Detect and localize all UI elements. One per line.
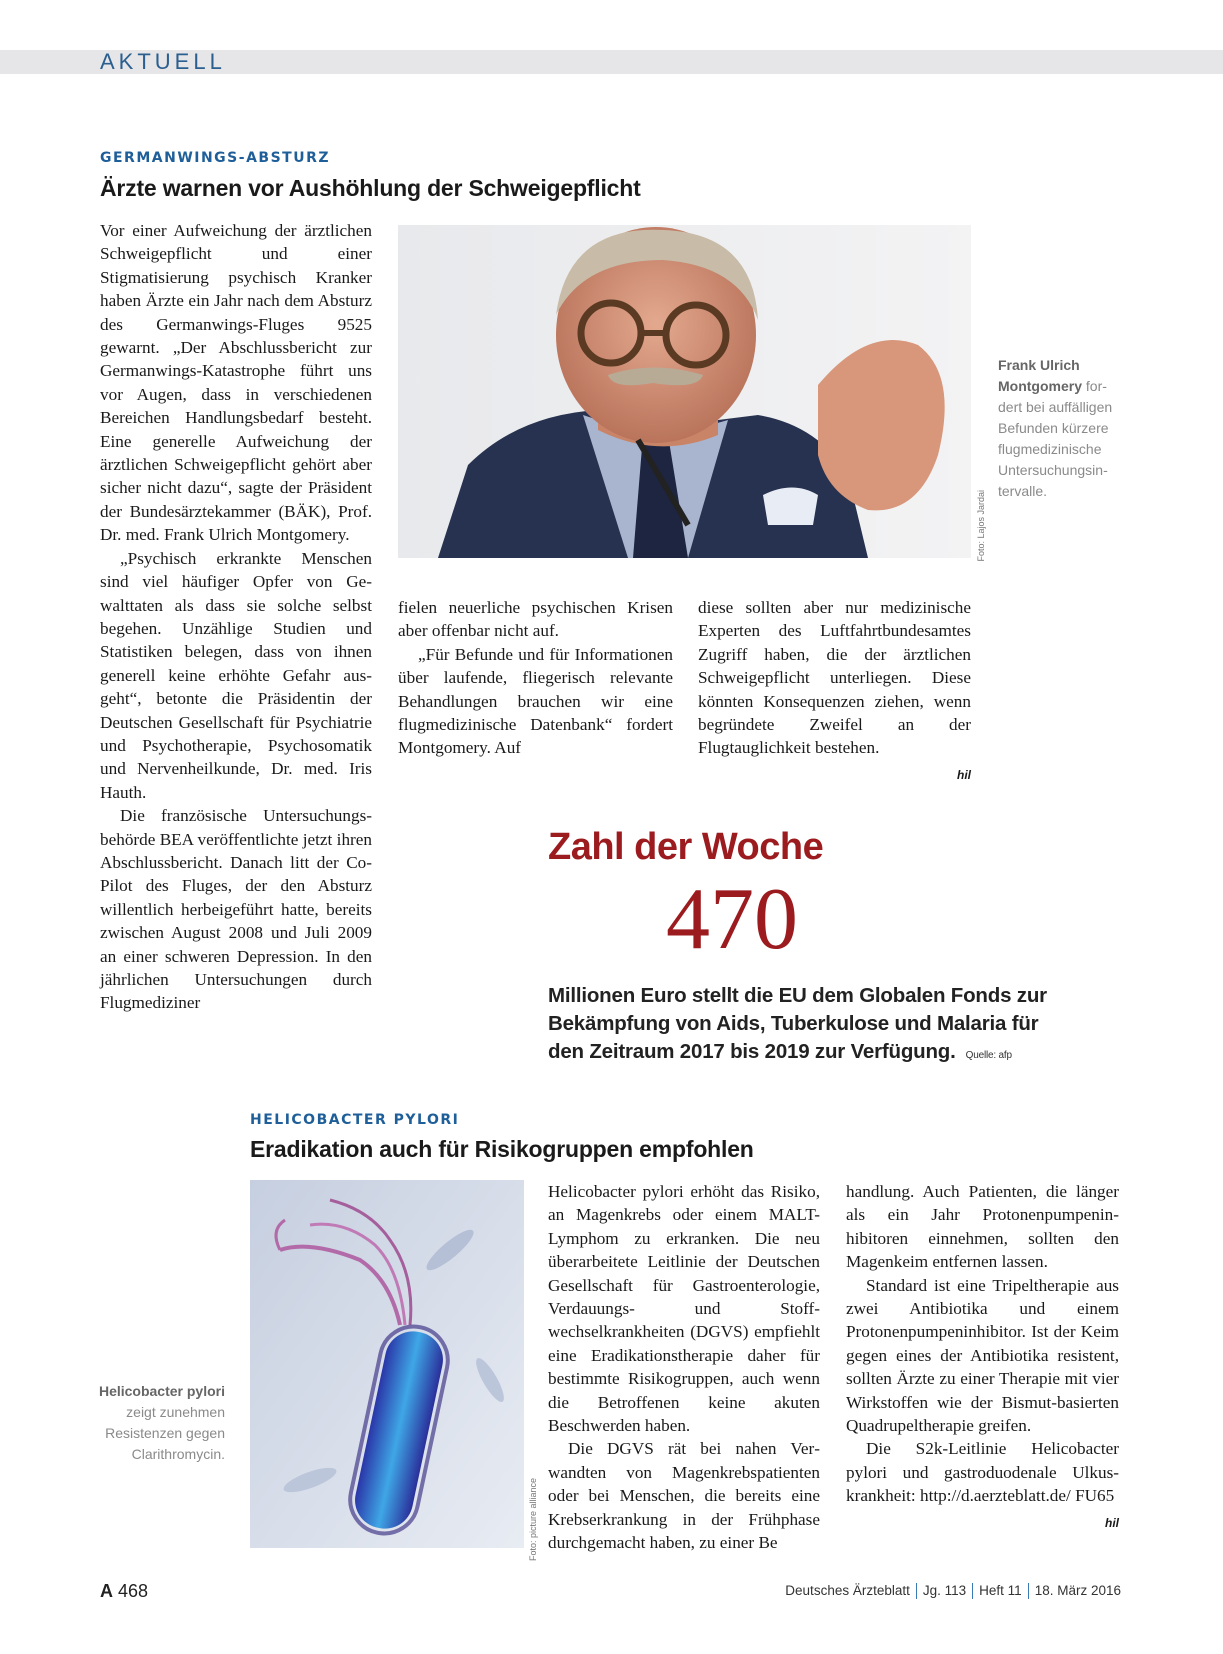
paragraph: fielen neuerliche psychischen Krisen aber offenbar nicht auf. xyxy=(398,598,673,641)
paragraph: Die französische Untersuchungsbehörde BEA veröffentlichte jetzt ihren Abschlussbericht. Danach litt der Co-Pilot des Fluges, der den Absturz willentlich herbeigeführt hatte, bereits zwischen August 2008 und Juli 2009 an einer schweren Depression. In den jährlichen Untersuchungen durch Flugmediziner xyxy=(100,806,372,1013)
article2-headline: Eradikation auch für Risikogruppen empfohlen xyxy=(250,1136,754,1162)
article1-column-3 xyxy=(698,596,971,787)
helicobacter-image xyxy=(250,1180,524,1548)
issue: Heft 11 xyxy=(979,1583,1022,1598)
paragraph: Die S2k-Leitlinie Helicobacter pylori und gastroduodenale Ulkuskrankheit: http://d.aerzteblatt.de/ FU65 xyxy=(846,1439,1119,1506)
issue-date: 18. März 2016 xyxy=(1034,1583,1121,1598)
portrait-image xyxy=(398,225,971,558)
montgomery-photo xyxy=(398,225,971,558)
zahl-der-woche-description: Millionen Euro stellt die EU dem Globalen Fonds zur Bekämpfung von Aids, Tuberkulose und Malaria für den Zeitraum 2017 bis 2019 zur Verfügung. xyxy=(548,984,1047,1063)
article1-column-2 xyxy=(398,596,673,760)
article2-column-1 xyxy=(548,1180,820,1555)
page-number xyxy=(100,1581,148,1602)
paragraph: Standard ist eine Tripeltherapie aus zwei Antibiotika und einem Protonenpumpeninhibitor. Ist der Keim gegen eines der Antibiotika resistent, sollten Ärzte zu einer Therapie mit vier Wirkstoffen wie der Bismut-basierten Quadrupeltherapie greifen. xyxy=(846,1275,1119,1436)
article1-photo-caption xyxy=(998,355,1123,502)
article1-signature: hil xyxy=(957,767,971,782)
paragraph: „Für Befunde und für Informationen über laufende, fliegerisch relevante Behandlungen brauchen wir eine flugmedizinische Datenbank“ fordert Montgomery. Auf xyxy=(398,644,673,758)
paragraph: diese sollten aber nur medizinische Experten des Luftfahrtbundesamtes Zugriff haben, die der ärztlichen Schweigepflicht unterliegen. Diese könnten Konsequenzen ziehen, wenn begründete Zweifel an der Flugtauglichkeit bestehen. xyxy=(698,598,971,758)
paragraph: handlung. Auch Patienten, die länger als ein Jahr Protonenpumpeninhibitoren einnehmen, sollten den Magenkeim entfernen lassen. xyxy=(846,1182,1119,1272)
footer-info xyxy=(785,1583,1121,1599)
article2-signature: hil xyxy=(1105,1515,1119,1530)
zahl-der-woche-number: 470 xyxy=(666,871,798,968)
article2-photo-caption xyxy=(95,1381,225,1465)
page-prefix: A xyxy=(100,1581,113,1601)
separator xyxy=(1028,1583,1029,1599)
article2-column-2 xyxy=(846,1180,1119,1535)
caption-name: Helicobacter pylori xyxy=(98,1383,225,1399)
zahl-der-woche-text xyxy=(548,982,1068,1070)
article1-headline: Ärzte warnen vor Aushöhlung der Schweigepflicht xyxy=(100,175,641,201)
paragraph: „Psychisch erkrankte Menschen sind viel häufiger Opfer von Gewalttaten als dass sie solche selbst begehen. Unzählige Studien und Statistiken belegen, dass von ihnen generell keine erhöhte Gefahr ausgeht“, betonte die Präsidentin der Deutschen Gesellschaft für Psychiatrie und Psychotherapie, Psychosomatik und Nervenheilkunde, Dr. med. Iris Hauth. xyxy=(100,548,372,802)
volume: Jg. 113 xyxy=(922,1583,967,1598)
caption-text: zeigt zunehmen Resistenzen gegen Clarithromycin. xyxy=(105,1404,225,1462)
article1-photo-credit: Foto: Lajos Jardai xyxy=(976,490,986,562)
article2-photo-credit: Foto: picture alliance xyxy=(528,1478,538,1562)
bacterium-image xyxy=(250,1180,524,1548)
zahl-der-woche-title: Zahl der Woche xyxy=(548,826,824,868)
caption-name: Frank Ulrich Montgomery xyxy=(998,357,1082,394)
paragraph: Helicobacter pylori erhöht das Risiko, an Magenkrebs oder einem MALT-Lymphom zu erkranken. Die neu überarbeitete Leitlinie der Deutschen Gesellschaft für Gastroenterologie, Verdauungs- und Stoffwechselkrankheiten (DGVS) empfiehlt eine Eradikationstherapie daher für bestimmte Risikogruppen, auch wenn die Betroffenen keine akuten Beschwerden haben. xyxy=(548,1182,820,1436)
paragraph: Die DGVS rät bei nahen Verwandten von Magenkrebspatienten oder bei Menschen, die bereits eine Krebserkrankung in der Frühphase durchgemacht haben, zu einer Be xyxy=(548,1439,820,1553)
caption-text: fordert bei auffälligen Befunden kürzere flugmedizinische Untersuchungsintervalle. xyxy=(998,378,1113,499)
article1-kicker: GERMANWINGS-ABSTURZ xyxy=(100,150,331,166)
zahl-der-woche-source: Quelle: afp xyxy=(965,1050,1012,1061)
article1-column-1 xyxy=(100,219,372,1015)
section-label: AKTUELL xyxy=(100,49,226,74)
journal-name: Deutsches Ärzteblatt xyxy=(785,1583,910,1598)
separator xyxy=(916,1583,917,1599)
page-number-value: 468 xyxy=(118,1581,149,1601)
separator xyxy=(972,1583,973,1599)
paragraph: Vor einer Aufweichung der ärztlichen Schweigepflicht und einer Stigmatisierung psychisch Kranker haben Ärzte ein Jahr nach dem Absturz des Germanwings-Fluges 9525 gewarnt. „Der Abschlussbericht zur Germanwings-Katastrophe führt uns vor Augen, dass in verschiedenen Bereichen Handlungsbedarf besteht. Eine generelle Aufweichung der ärztlichen Schweigepflicht gehört aber sicher nicht dazu“, sagte der Präsident der Bundesärztekammer (BÄK), Prof. Dr. med. Frank Ulrich Montgomery. xyxy=(100,221,372,545)
article2-kicker: HELICOBACTER PYLORI xyxy=(250,1112,460,1128)
